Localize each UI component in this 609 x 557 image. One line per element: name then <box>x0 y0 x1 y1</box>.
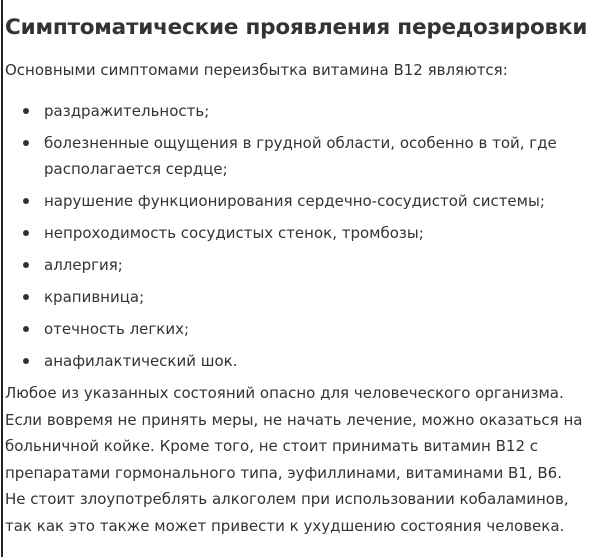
symptom-list-item <box>5 98 609 124</box>
bullet-icon <box>23 230 29 236</box>
symptom-list-item <box>5 188 609 214</box>
symptom-list-item <box>5 284 609 310</box>
bullet-icon <box>23 140 29 146</box>
symptom-text: непроходимость сосудистых стенок, тромбозы; <box>44 224 424 242</box>
closing-line: Любое из указанных состояний опасно для человеческого организма. <box>5 384 564 402</box>
closing-line: больничной койке. Кроме того, не стоит принимать витамин В12 с <box>5 437 539 455</box>
article-section <box>5 0 609 539</box>
bullet-icon <box>23 294 29 300</box>
symptom-text: аллергия; <box>44 256 123 274</box>
bullet-icon <box>23 326 29 332</box>
bullet-icon <box>23 358 29 364</box>
bullet-icon <box>23 262 29 268</box>
symptom-text: анафилактический шок. <box>44 352 238 370</box>
symptom-list-item <box>5 220 609 246</box>
symptom-text: болезненные ощущения в грудной области, особенно в той, где <box>44 134 557 152</box>
symptom-list-item <box>5 316 609 342</box>
bullet-icon <box>23 198 29 204</box>
bullet-icon <box>23 108 29 114</box>
symptom-text: нарушение функционирования сердечно-сосудистой системы; <box>44 192 545 210</box>
left-border-rule <box>1 0 3 557</box>
section-heading: Симптоматические проявления передозировки <box>5 15 588 40</box>
symptom-list-item <box>5 252 609 278</box>
intro-paragraph: Основными симптомами переизбытка витамина В12 являются: <box>5 61 508 79</box>
symptom-list <box>5 98 609 374</box>
closing-line: Если вовремя не принять меры, не начать лечение, можно оказаться на <box>5 410 583 429</box>
symptom-text: раздражительность; <box>44 102 210 120</box>
closing-paragraph <box>5 380 609 539</box>
symptom-text: располагается сердце; <box>44 160 228 178</box>
closing-line: препаратами гормонального типа, эуфиллинами, витаминами В1, В6. <box>5 463 562 482</box>
symptom-text: отечность легких; <box>44 320 190 338</box>
closing-line: Не стоит злоупотреблять алкоголем при использовании кобаламинов, <box>5 490 569 508</box>
symptom-list-item <box>5 130 609 182</box>
closing-line: так как это также может привести к ухудшению состояния человека. <box>5 516 565 535</box>
symptom-text: крапивница; <box>44 288 145 306</box>
symptom-list-item <box>5 348 609 374</box>
